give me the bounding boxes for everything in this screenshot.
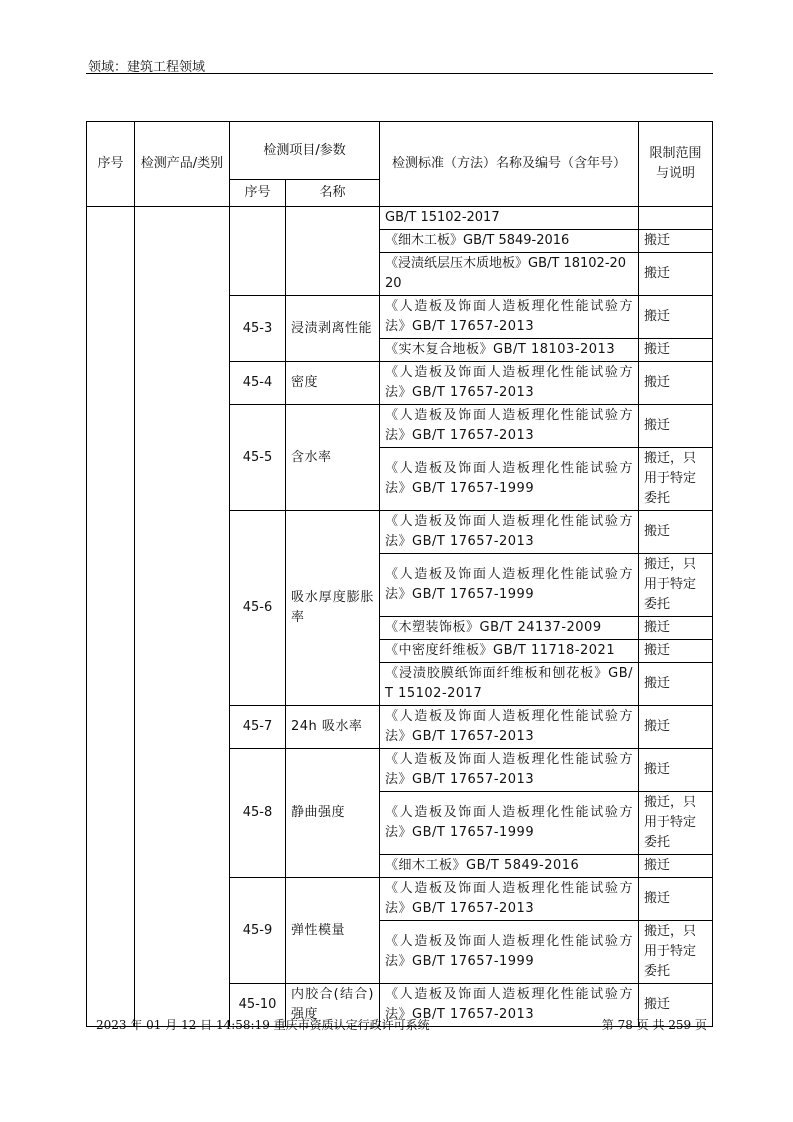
remark-cell: 搬迁 — [639, 663, 713, 706]
item-name-cell: 弹性模量 — [286, 878, 380, 984]
item-seq-cell: 45-10 — [230, 984, 286, 1027]
header-divider — [86, 73, 713, 74]
table-header — [87, 122, 713, 207]
remark-cell — [639, 207, 713, 230]
remark-cell: 搬迁 — [639, 706, 713, 749]
remark-cell: 搬迁 — [639, 362, 713, 405]
category-seq-cell — [87, 207, 135, 1027]
standard-cell: 《人造板及饰面人造板理化性能试验方法》GB/T 17657-2013 — [380, 362, 639, 405]
header-remark: 限制范围与说明 — [639, 122, 713, 207]
header-item-name: 名称 — [286, 180, 380, 207]
standard-cell: 《人造板及饰面人造板理化性能试验方法》GB/T 17657-2013 — [380, 405, 639, 448]
item-name-cell: 密度 — [286, 362, 380, 405]
table-body — [87, 207, 713, 1027]
header-seq: 序号 — [87, 122, 135, 207]
item-seq-cell — [230, 207, 286, 296]
page-header-domain: 领域：建筑工程领域 — [88, 60, 206, 75]
standard-cell: GB/T 15102-2017 — [380, 207, 639, 230]
header-item-param: 检测项目/参数 — [230, 122, 380, 180]
item-name-cell: 含水率 — [286, 405, 380, 511]
standard-cell: 《人造板及饰面人造板理化性能试验方法》GB/T 17657-1999 — [380, 554, 639, 617]
item-name-cell: 静曲强度 — [286, 749, 380, 878]
standard-cell: 《浸渍纸层压木质地板》GB/T 18102-2020 — [380, 253, 639, 296]
remark-cell: 搬迁 — [639, 405, 713, 448]
standard-cell: 《浸渍胶膜纸饰面纤维板和刨花板》GB/T 15102-2017 — [380, 663, 639, 706]
remark-cell: 搬迁 — [639, 617, 713, 640]
item-name-cell — [286, 207, 380, 296]
standard-cell: 《木塑装饰板》GB/T 24137-2009 — [380, 617, 639, 640]
header-category: 检测产品/类别 — [135, 122, 230, 207]
standard-cell: 《人造板及饰面人造板理化性能试验方法》GB/T 17657-2013 — [380, 749, 639, 792]
item-name-cell: 浸渍剥离性能 — [286, 296, 380, 362]
item-seq-cell: 45-8 — [230, 749, 286, 878]
item-seq-cell: 45-6 — [230, 511, 286, 706]
standard-cell: 《人造板及饰面人造板理化性能试验方法》GB/T 17657-1999 — [380, 921, 639, 984]
remark-cell: 搬迁 — [639, 253, 713, 296]
footer-timestamp: 2023 年 01 月 12 日 14:58:19 重庆市资质认定行政许可系统 — [96, 1018, 430, 1032]
standard-cell: 《细木工板》GB/T 5849-2016 — [380, 230, 639, 253]
item-seq-cell: 45-7 — [230, 706, 286, 749]
item-seq-cell: 45-9 — [230, 878, 286, 984]
remark-cell: 搬迁 — [639, 878, 713, 921]
remark-cell: 搬迁 — [639, 511, 713, 554]
standard-cell: 《人造板及饰面人造板理化性能试验方法》GB/T 17657-2013 — [380, 878, 639, 921]
standard-cell: 《人造板及饰面人造板理化性能试验方法》GB/T 17657-2013 — [380, 296, 639, 339]
remark-cell: 搬迁 — [639, 339, 713, 362]
item-name-cell: 24h 吸水率 — [286, 706, 380, 749]
remark-cell: 搬迁，只用于特定委托 — [639, 792, 713, 855]
remark-cell: 搬迁，只用于特定委托 — [639, 554, 713, 617]
header-item-seq: 序号 — [230, 180, 286, 207]
standard-cell: 《人造板及饰面人造板理化性能试验方法》GB/T 17657-2013 — [380, 706, 639, 749]
remark-cell: 搬迁 — [639, 749, 713, 792]
item-seq-cell: 45-5 — [230, 405, 286, 511]
standard-cell: 《人造板及饰面人造板理化性能试验方法》GB/T 17657-2013 — [380, 511, 639, 554]
remark-cell: 搬迁，只用于特定委托 — [639, 448, 713, 511]
item-seq-cell: 45-4 — [230, 362, 286, 405]
footer-page-number: 第 78 页 共 259 页 — [601, 1018, 707, 1032]
remark-cell: 搬迁 — [639, 296, 713, 339]
remark-cell: 搬迁 — [639, 230, 713, 253]
remark-cell: 搬迁 — [639, 984, 713, 1027]
item-name-cell: 吸水厚度膨胀率 — [286, 511, 380, 706]
remark-cell: 搬迁，只用于特定委托 — [639, 921, 713, 984]
standard-cell: 《细木工板》GB/T 5849-2016 — [380, 855, 639, 878]
qualification-table — [86, 121, 713, 1027]
category-name-cell — [135, 207, 230, 1027]
standard-cell: 《人造板及饰面人造板理化性能试验方法》GB/T 17657-2013 — [380, 984, 639, 1027]
table-row — [87, 207, 713, 230]
header-standard: 检测标准（方法）名称及编号（含年号） — [380, 122, 639, 207]
remark-cell: 搬迁 — [639, 855, 713, 878]
standard-cell: 《人造板及饰面人造板理化性能试验方法》GB/T 17657-1999 — [380, 792, 639, 855]
standard-cell: 《人造板及饰面人造板理化性能试验方法》GB/T 17657-1999 — [380, 448, 639, 511]
standard-cell: 《中密度纤维板》GB/T 11718-2021 — [380, 640, 639, 663]
item-seq-cell: 45-3 — [230, 296, 286, 362]
remark-cell: 搬迁 — [639, 640, 713, 663]
standard-cell: 《实木复合地板》GB/T 18103-2013 — [380, 339, 639, 362]
item-name-cell: 内胶合(结合)强度 — [286, 984, 380, 1027]
